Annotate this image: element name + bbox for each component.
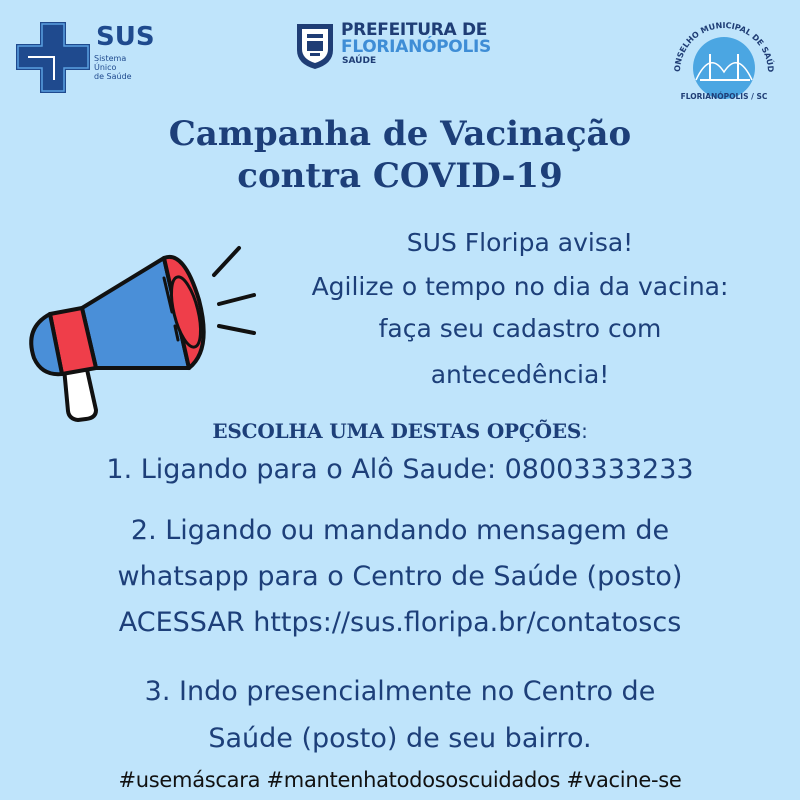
conselho-arc-text: ONSELHO MUNICIPAL DE SAÚD [672,20,776,73]
option-2-line2: whatsapp para o Centro de Saúde (posto) [117,561,683,592]
prefeitura-line1: PREFEITURA DE [341,20,488,40]
city-crest-icon [293,20,337,70]
prefeitura-line3: SAÚDE [342,56,377,66]
message-line4: antecedência! [430,360,610,389]
message-line3: faça seu cadastro com [378,314,662,343]
conselho-bottom-text: FLORIANÓPOLIS / SC [680,92,768,101]
prefeitura-logo [293,20,508,72]
option-2-line1: 2. Ligando ou mandando mensagem de [130,515,670,546]
options-heading-text: ESCOLHA UMA DESTAS OPÇÕES [212,419,582,443]
option-3-line2: Saúde (posto) de seu bairro. [208,723,592,754]
option-3-line1: 3. Indo presencialmente no Centro de [144,676,656,707]
option-1: 1. Ligando para o Alô Saude: 08003333233 [106,454,694,485]
message-line2: Agilize o tempo no dia da vacina: [311,272,729,301]
sus-logo-line1: Sistema [94,54,127,63]
conselho-logo [662,10,786,102]
sus-logo-line2: Único [94,63,117,72]
options-heading-colon: : [581,419,588,443]
option-2-line3: ACESSAR https://sus.floripa.br/contatoscs [118,607,682,638]
hashtags: #usemáscara #mantenhatodososcuidados #vacine-se [118,768,682,792]
page-title-line1: Campanha de Vacinação [168,114,632,154]
page-title-line2: contra COVID-19 [237,156,563,196]
sus-logo-name: SUS [96,22,155,52]
sus-logo [14,20,164,95]
message-line1: SUS Floripa avisa! [406,228,634,257]
options-heading [0,419,800,443]
sus-cross-icon [14,20,92,95]
megaphone-icon [14,240,274,425]
sus-logo-subtitle [94,54,132,81]
prefeitura-line2: FLORIANÓPOLIS [341,37,491,57]
sus-logo-line3: de Saúde [94,72,132,81]
